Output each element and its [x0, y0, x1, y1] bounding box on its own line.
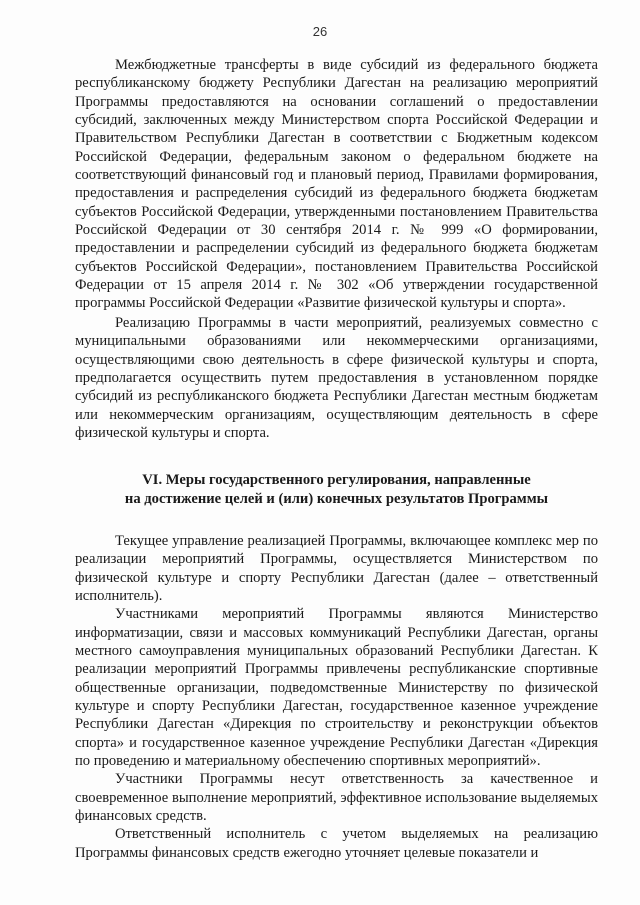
paragraph-responsible-executor: Ответственный исполнитель с учетом выделяемых на реализацию Программы финансовых средств ежегодно уточняет целевые показатели и — [75, 826, 598, 861]
page-number: 26 — [312, 24, 328, 39]
paragraph-current-management: Текущее управление реализацией Программы, включающее комплекс мер по реализации мероприятий Программы, осуществляется Министерством по физической культуре и спорту Республики Дагестан (далее – ответственный исполнитель). — [75, 532, 598, 604]
section-heading-line-2: на достижение целей и (или) конечных результатов Программы — [124, 490, 549, 507]
paragraph-responsibility: Участники Программы несут ответственность за качественное и своевременное выполнение мероприятий, эффективное использование выделяемых финансовых средств. — [75, 771, 598, 825]
document-body — [75, 56, 598, 862]
paragraph-participants: Участниками мероприятий Программы являются Министерство информатизации, связи и массовых коммуникаций Республики Дагестан, органы местного самоуправления муниципальных образований Республики Дагестан. К реализации мероприятий Программы привлечены республиканские спортивные общественные организации, подведомственные Министерству по физической культуре и спорту Республики Дагестан, государственное казенное учреждение Республики Дагестан «Дирекция по строительству и реконструкции объектов спорта» и государственное казенное учреждение Республики Дагестан «Дирекция по проведению и материальному обеспечению спортивных мероприятий». — [75, 606, 598, 770]
paragraph-intergovernmental-transfers: Межбюджетные трансферты в виде субсидий из федерального бюджета республиканскому бюджету Республики Дагестан на реализацию мероприятий Программы предоставляются на основании соглашений о предоставлении субсидий, заключенных между Министерством спорта Российской Федерации и Правительством Республики Дагестан в соответствии с Бюджетным кодексом Российской Федерации, федеральным законом о федеральном бюджете на соответствующий финансовый год и плановый период, Правилами формирования, предоставления и распределения субсидий из федерального бюджета бюджетам субъектов Российской Федерации, утвержденными постановлением Правительства Российской Федерации от 30 сентября 2014 г. № 999 «О формировании, предоставлении и распределении субсидий из федерального бюджета бюджетам субъектов Российской Федерации», постановлением Правительства Российской Федерации от 15 апреля 2014 г. № 302 «Об утверждении государственной программы Российской Федерации «Развитие физической культуры и спорта». — [75, 57, 598, 312]
section-heading-line-1: VI. Меры государственного регулирования, направленные — [142, 472, 531, 489]
paragraph-program-implementation: Реализацию Программы в части мероприятий, реализуемых совместно с муниципальными образованиями или некоммерческими организациями, осуществляющими свою деятельность в сфере физической культуры и спорта, предполагается осуществить путем предоставления в установленном порядке субсидий из республиканского бюджета Республики Дагестан местным бюджетам или некоммерческим организациям, осуществляющим деятельность в сфере физической культуры и спорта. — [75, 314, 598, 441]
section-heading — [75, 471, 598, 508]
